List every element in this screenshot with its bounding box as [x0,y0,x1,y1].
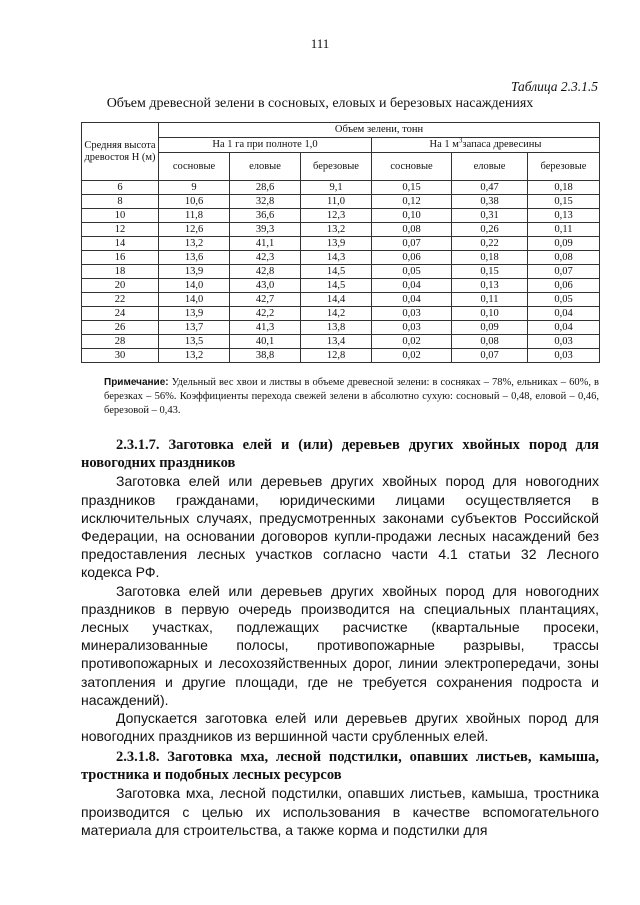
value-cell: 36,6 [230,209,301,223]
value-cell: 0,18 [528,181,600,195]
value-cell: 9,1 [301,181,372,195]
value-cell: 42,8 [230,265,301,279]
height-cell: 26 [82,321,159,335]
value-cell: 0,04 [372,293,452,307]
value-cell: 14,4 [301,293,372,307]
section-2-3-1-7 [81,436,599,745]
value-cell: 38,8 [230,349,301,363]
value-cell: 0,38 [452,195,528,209]
value-cell: 9 [159,181,230,195]
value-cell: 14,2 [301,307,372,321]
value-cell: 40,1 [230,335,301,349]
height-cell: 8 [82,195,159,209]
value-cell: 14,3 [301,251,372,265]
species-header: сосновые [159,153,230,181]
col-volume-header: Объем зелени, тонн [159,123,600,138]
table-row [82,265,600,279]
value-cell: 0,18 [452,251,528,265]
value-cell: 0,15 [528,195,600,209]
section-heading: 2.3.1.7. Заготовка елей и (или) деревьев других хвойных пород для новогодних праздников [81,437,599,472]
value-cell: 39,3 [230,223,301,237]
value-cell: 43,0 [230,279,301,293]
table-note [104,376,599,418]
species-header: березовые [528,153,600,181]
value-cell: 0,02 [372,335,452,349]
table-row [82,181,600,195]
value-cell: 11,8 [159,209,230,223]
table-row [82,237,600,251]
value-cell: 0,04 [528,307,600,321]
table-row [82,251,600,265]
value-cell: 42,3 [230,251,301,265]
value-cell: 0,02 [372,349,452,363]
paragraph: Заготовка мха, лесной подстилки, опавших листьев, камыша, тростника производится с целью их использования в качестве вспомогательного материала для строительства, а также корма и подстилки для [81,785,599,838]
value-cell: 13,4 [301,335,372,349]
value-cell: 32,8 [230,195,301,209]
value-cell: 0,03 [528,349,600,363]
table-row [82,349,600,363]
value-cell: 42,2 [230,307,301,321]
paragraph: Заготовка елей или деревьев других хвойных пород для новогодних праздников гражданами, юридическими лицами осуществляется в исключительных случаях, предусмотренных законами субъектов Российской Федерации, на основании договоров купли-продажи лесных насаждений без предоставления лесных участков согласно части 4.1 статьи 32 Лесного кодекса РФ. [81,473,599,581]
value-cell: 0,13 [452,279,528,293]
value-cell: 14,0 [159,279,230,293]
value-cell: 0,05 [372,265,452,279]
value-cell: 10,6 [159,195,230,209]
species-header: еловые [230,153,301,181]
value-cell: 0,06 [372,251,452,265]
value-cell: 0,03 [372,307,452,321]
value-cell: 12,8 [301,349,372,363]
value-cell: 0,09 [452,321,528,335]
value-cell: 0,31 [452,209,528,223]
table-row [82,293,600,307]
value-cell: 0,04 [372,279,452,293]
value-cell: 13,2 [159,349,230,363]
value-cell: 0,13 [528,209,600,223]
table-row [82,335,600,349]
height-cell: 18 [82,265,159,279]
value-cell: 0,47 [452,181,528,195]
height-cell: 12 [82,223,159,237]
table-title: Объем древесной зелени в сосновых, еловых и березовых насаждениях [106,96,534,111]
value-cell: 14,5 [301,279,372,293]
table-row [82,209,600,223]
height-cell: 30 [82,349,159,363]
value-cell: 0,08 [528,251,600,265]
value-cell: 12,6 [159,223,230,237]
table-body [82,181,600,363]
value-cell: 0,07 [528,265,600,279]
value-cell: 0,11 [452,293,528,307]
height-cell: 14 [82,237,159,251]
paragraph: Допускается заготовка елей или деревьев других хвойных пород для новогодних праздников из вершинной части срубленных елей. [81,710,599,745]
value-cell: 0,03 [528,335,600,349]
value-cell: 0,05 [528,293,600,307]
value-cell: 14,0 [159,293,230,307]
table-row [82,279,600,293]
section-heading: 2.3.1.8. Заготовка мха, лесной подстилки, опавших листьев, камыша, тростника и подобных лесных ресурсов [81,749,599,784]
value-cell: 28,6 [230,181,301,195]
value-cell: 0,15 [372,181,452,195]
value-cell: 12,3 [301,209,372,223]
value-cell: 0,12 [372,195,452,209]
note-text: Удельный вес хвои и листвы в объеме древесной зелени: в сосняках – 78%, ельниках – 60%, в березках – 56%. Коэффициенты перехода свежей зелени в абсолютно сухую: сосновый – 0,48, еловой – 0,46, березовой – 0,43. [104,377,599,416]
height-cell: 16 [82,251,159,265]
height-cell: 28 [82,335,159,349]
value-cell: 13,9 [301,237,372,251]
value-cell: 13,7 [159,321,230,335]
green-volume-table [81,122,600,363]
value-cell: 41,3 [230,321,301,335]
value-cell: 0,04 [528,321,600,335]
section-2-3-1-8 [81,748,599,839]
group-per-m3-header: На 1 $м^3запаса$ древесины [372,138,600,153]
table-row [82,223,600,237]
value-cell: 0,09 [528,237,600,251]
value-cell: 0,15 [452,265,528,279]
value-cell: 42,7 [230,293,301,307]
value-cell: 0,07 [372,237,452,251]
value-cell: 0,11 [528,223,600,237]
value-cell: 13,8 [301,321,372,335]
value-cell: 0,22 [452,237,528,251]
table-row [82,307,600,321]
species-header: березовые [301,153,372,181]
value-cell: 13,2 [301,223,372,237]
value-cell: 13,6 [159,251,230,265]
species-header: еловые [452,153,528,181]
value-cell: 0,10 [372,209,452,223]
value-cell: 0,10 [452,307,528,321]
value-cell: 0,06 [528,279,600,293]
paragraph: Заготовка елей или деревьев других хвойных пород для новогодних праздников в первую очередь производится на специальных плантациях, лесных участках, подлежащих расчистке (квартальные просеки, минерализованные полосы, противопожарные разрывы, трассы противопожарных и лесохозяйственных дорог, линии электропередачи, зоны затопления и другие площади, где не требуется сохранения подроста и насаждений). [81,582,599,708]
height-cell: 10 [82,209,159,223]
value-cell: 13,9 [159,265,230,279]
page-number: 111 [310,36,330,51]
col-height-header: Средняя высота древостоя Н (м) [82,123,159,181]
note-label: Примечание: [104,377,169,388]
species-header: сосновые [372,153,452,181]
table-caption: Таблица 2.3.1.5 [510,79,598,94]
value-cell: 0,08 [372,223,452,237]
value-cell: 11,0 [301,195,372,209]
height-cell: 24 [82,307,159,321]
value-cell: 13,5 [159,335,230,349]
value-cell: 13,9 [159,307,230,321]
table-row [82,195,600,209]
value-cell: 0,08 [452,335,528,349]
table-row [82,321,600,335]
value-cell: 0,07 [452,349,528,363]
value-cell: 0,26 [452,223,528,237]
height-cell: 20 [82,279,159,293]
height-cell: 22 [82,293,159,307]
value-cell: 0,03 [372,321,452,335]
height-cell: 6 [82,181,159,195]
value-cell: 13,2 [159,237,230,251]
value-cell: 41,1 [230,237,301,251]
value-cell: 14,5 [301,265,372,279]
group-per-ha-header: На 1 га при полноте 1,0 [159,138,372,153]
